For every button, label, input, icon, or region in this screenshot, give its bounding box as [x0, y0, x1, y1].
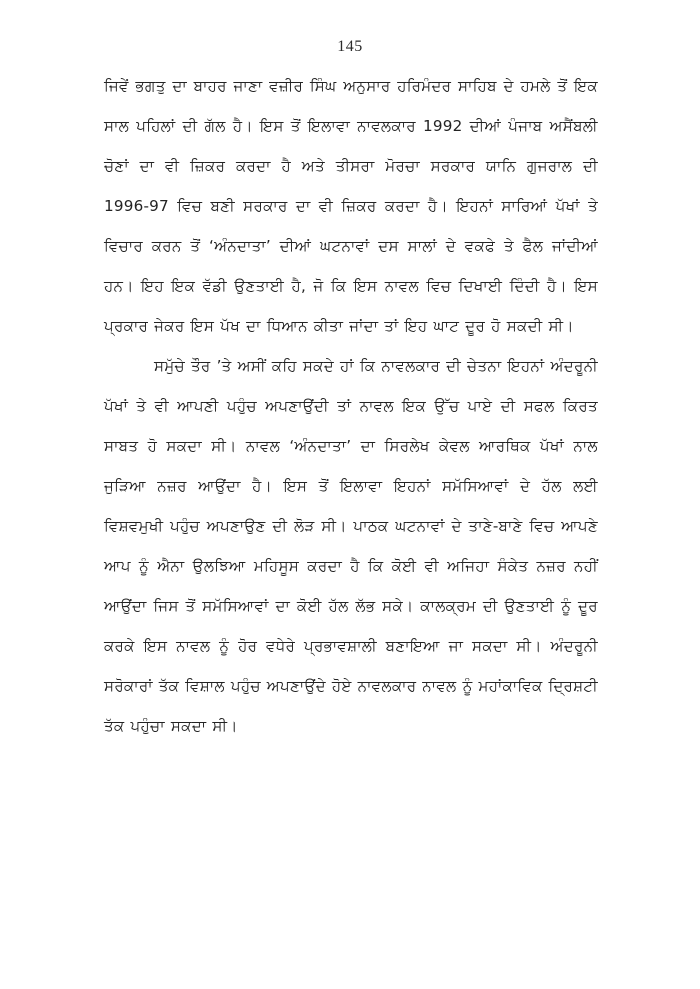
text-word: ਕਿ [367, 557, 384, 575]
text-word: ਕਰਦਾ [235, 157, 271, 175]
text-word: ਵਿਚ [177, 197, 203, 215]
text-word: ਦਾ [139, 157, 155, 175]
text-word: ਇਲਾਵਾ [307, 117, 351, 135]
text-word: ਅਨੁਸਾਰ [343, 77, 391, 95]
text-word: ਬਣੀ [210, 197, 235, 215]
text-word: ਪਾਏ [467, 397, 493, 415]
text-word: ਕਿਰਤ [562, 397, 598, 415]
text-word: ਸਕੇ। [382, 597, 414, 615]
text-word: ਨਾਵਲਕਾਰ [357, 117, 416, 135]
text-word: ਆਰਥਿਕ [478, 437, 531, 455]
text-word: ਵੀ [154, 397, 169, 415]
text-word: ਨਹੀਂ [574, 557, 598, 575]
text-word: ਆਪਣੀ [177, 397, 219, 415]
text-word: ਦਿੰਦੀ [509, 277, 540, 295]
text-line [104, 346, 598, 386]
text-word: ਕਰਦਾ [384, 197, 420, 215]
text-word: ਸਕਦਾ [166, 437, 202, 455]
text-word: ਹੈ। [252, 477, 273, 495]
text-word: ਦੇ [445, 237, 457, 255]
text-word: ਅਪਣਾਉਂਦੇ [266, 677, 326, 695]
text-word: ਸਕਦਾ [472, 637, 508, 655]
text-word: ਘਟਨਾਵਾਂ [320, 237, 370, 255]
text-line [104, 466, 598, 506]
text-word: ਜ਼ਿਕਰ [190, 157, 226, 175]
text-word: ਵਧੇਰੇ [266, 637, 296, 655]
text-word: ਨਾਵਲ [176, 637, 211, 655]
text-word: ਹੱਲ [541, 477, 562, 495]
text-word: ਦੀ [500, 397, 516, 415]
text-word: ਪ੍ਰਭਾਵਸ਼ਾਲੀ [303, 637, 377, 655]
text-word: ਤੱਕ ਪਹੁੰਚਾ ਸਕਦਾ ਸੀ। [104, 717, 238, 735]
text-line [104, 306, 598, 346]
text-word: ਇਸ [574, 277, 598, 295]
text-word: ਦਿਖਾਈ [458, 277, 503, 295]
text-word: ਨਾਵਲ [422, 677, 457, 695]
text-word: ਦੀ [583, 157, 598, 175]
text-word: ਕਾਲਕ੍ਰਮ [420, 597, 477, 615]
text-word: ਜ਼ਿਕਰ [341, 197, 377, 215]
text-word: ਹਨ। [104, 277, 134, 295]
text-word: ਅੰਦਰੂਨੀ [550, 357, 598, 375]
text-word: ਕਿ [330, 277, 347, 295]
text-word: ਸਾਰਿਆਂ [501, 197, 548, 215]
text-line [104, 666, 598, 706]
text-word: ਤੌਰ [191, 357, 211, 375]
text-word: ਤੋਂ [185, 597, 196, 615]
text-word: ਜਾਣਾ [233, 77, 263, 95]
text-word: ਅਪਣਾਉਣ [206, 517, 266, 535]
text-word: ਅਸੀਂ [237, 357, 266, 375]
text-word: ਇਕ [171, 277, 196, 295]
text-word: ਸਾਬਤ [104, 437, 139, 455]
text-line [104, 706, 598, 746]
text-word: ਕੋਈ [296, 597, 322, 615]
paragraph-1 [104, 66, 598, 346]
text-word: ਹੈ। [546, 277, 567, 295]
text-word: ਯਾਨਿ [485, 157, 517, 175]
text-word: ਕਰਨ [151, 237, 182, 255]
text-word: ਨੂੰ [462, 677, 473, 695]
text-line [104, 386, 598, 426]
text-word: ਵੱਡੀ [202, 277, 227, 295]
text-word: ਅਜਿਹਾ [447, 557, 490, 575]
text-word: ਵਕਫੇ [464, 237, 496, 255]
text-word: ਹੋਏ [331, 677, 352, 695]
text-line [104, 586, 598, 626]
text-word: ਵਿਚ [529, 517, 555, 535]
text-word: ਚੋਣਾਂ [104, 157, 129, 175]
text-word: ਨੂੰ [219, 637, 230, 655]
text-word: ਨਾਵਲਕਾਰ [381, 357, 441, 375]
text-word: ਗੱਲ [204, 117, 226, 135]
text-word: ਕਿ [359, 357, 376, 375]
text-word: ਦਾ [295, 197, 311, 215]
text-word: ਦੀ [446, 357, 461, 375]
text-word: ਹੱਲ [328, 597, 349, 615]
text-word: ਲੋੜ [293, 517, 315, 535]
text-word: ਪਹੁੰਚ [230, 677, 261, 695]
text-word: ਨਾਵਲ [359, 397, 394, 415]
text-word: ਵਿਸ਼ਵਮੁਖੀ [104, 517, 164, 535]
text-word: ਨੂੰ [561, 597, 572, 615]
text-word: ਸਕਦੇ [302, 357, 334, 375]
text-word: ਅੰਦਰੂਨੀ [550, 637, 598, 655]
text-word: ਤਾਣੇ-ਬਾਣੇ [468, 517, 523, 535]
text-word: ਦੇ [451, 517, 462, 535]
text-word: 1996-97 [104, 197, 169, 215]
text-word: ਅਤੇ [301, 157, 325, 175]
text-word: ਪੱਖਾਂ [539, 437, 565, 455]
text-word: ਸਫਲ [523, 397, 555, 415]
text-word: ਸਿੰਘ [309, 77, 337, 95]
text-word: ਨਾਵਲ [245, 437, 281, 455]
text-word: ਜਾ [448, 637, 464, 655]
text-word: ਆਉਂਦਾ [104, 597, 147, 615]
text-word: ਕਰਕੇ [104, 637, 135, 655]
text-word: ਐਨਾ [157, 557, 185, 575]
text-word: ਜੁੜਿਆ [104, 477, 146, 495]
text-word: ਪਹਿਲਾਂ [136, 117, 176, 135]
text-word: ਹਮਲੇ [520, 77, 551, 95]
text-word: ਜਾਂਦੀਆਂ [551, 237, 598, 255]
text-word: ਦੀਆਂ [469, 117, 502, 135]
text-word: 1992 [423, 117, 463, 135]
text-word: ਸੀ। [211, 437, 237, 455]
text-word: ਉਲਝਿਆ [192, 557, 246, 575]
text-word: ਅਸੈਂਬਲੀ [549, 117, 598, 135]
text-word: ਮਹਾਂਕਾਵਿਕ [478, 677, 543, 695]
text-word: ਮਹਿਸੂਸ [253, 557, 300, 575]
text-word: ਲੱਭ [355, 597, 376, 615]
text-word: ‘ਅੰਨਦਾਤਾ’ [209, 237, 271, 255]
page-text-body [104, 66, 598, 746]
text-word: ਮੋਰਚਾ [385, 157, 420, 175]
text-word: ਪਹੁੰਚ [226, 397, 257, 415]
text-word: ਵਿਚਾਰ [104, 237, 143, 255]
text-word: ਤੋਂ [190, 237, 201, 255]
text-word: ਹੈ, [291, 277, 307, 295]
text-word: ਗੁਜਰਾਲ [526, 157, 573, 175]
text-word: ਇਸ [283, 477, 308, 495]
text-word: ਸਮੁੱਚੇ [154, 357, 185, 375]
text-line [104, 506, 598, 546]
paragraph-2 [104, 346, 598, 746]
text-word: ਦਸ [378, 237, 399, 255]
text-word: ਇਸ [143, 637, 168, 655]
text-word: ਕੋਈ [391, 557, 417, 575]
text-word: ਹੈ [350, 557, 360, 575]
text-word: ਦੀ [272, 517, 288, 535]
text-word: ਇਹ [141, 277, 164, 295]
text-word: ਉਣਤਾਈ [504, 597, 555, 615]
text-line [104, 266, 598, 306]
text-word: ਹਾਂ [340, 357, 354, 375]
text-word: ਨਜ਼ਰ [536, 557, 566, 575]
text-word: ਦੀਆਂ [279, 237, 312, 255]
text-word: ਸੰਕੇਤ [497, 557, 529, 575]
text-word: ਇਸ [353, 277, 378, 295]
text-word: ਆਪਣੇ [561, 517, 598, 535]
text-word: ਤੀਸਰਾ [335, 157, 375, 175]
text-word: ਸਾਹਿਬ [458, 77, 497, 95]
text-word: ਅਪਣਾਉਂਦੀ [265, 397, 329, 415]
text-line [104, 546, 598, 586]
text-word: ਸਾਲਾਂ [407, 237, 438, 255]
text-word: ਜੋ [313, 277, 324, 295]
text-word: ਉਣਤਾਈ [234, 277, 285, 295]
text-word: ਵੀ [164, 157, 180, 175]
text-word: ਸੀ। [516, 637, 542, 655]
text-word: ਵੀ [424, 557, 439, 575]
text-word: ਤੋਂ [318, 477, 329, 495]
text-line [104, 186, 598, 226]
text-word: ਸਮੱਸਿਆਵਾਂ [442, 477, 509, 495]
text-word: ਜਿਸ [153, 597, 179, 615]
text-word: ਲਈ [573, 477, 598, 495]
text-word: ਬਾਹਰ [193, 77, 227, 95]
text-word: ਤੱਕ [158, 677, 180, 695]
text-word: ਪੱਖਾਂ [555, 197, 580, 215]
text-word: ਸਰਕਾਰ [430, 157, 476, 175]
text-word: ਹੈ। [232, 117, 253, 135]
text-word: ਸਮੱਸਿਆਵਾਂ [202, 597, 269, 615]
text-word: ਇਲਾਵਾ [340, 477, 383, 495]
text-word: ਜਿਵੇਂ [104, 77, 129, 95]
text-word: ਫੈਲ [522, 237, 544, 255]
text-word: ’ਤੇ [216, 357, 232, 375]
text-line [104, 626, 598, 666]
text-word: ਉੱਚ [434, 397, 460, 415]
text-word: ‘ਅੰਨਦਾਤਾ’ [289, 437, 352, 455]
text-word: ਦੇ [519, 477, 531, 495]
text-line [104, 426, 598, 466]
text-word: ਸਾਲ [104, 117, 130, 135]
text-word: ਦੂਰ [578, 597, 598, 615]
text-word: ਸਰੋਕਾਰਾਂ [104, 677, 153, 695]
text-word: ਤਾਂ [337, 397, 352, 415]
text-word: ਵਿਚ [426, 277, 452, 295]
text-word: ਤੋਂ [557, 77, 568, 95]
text-word: ਵਿਸ਼ਾਲ [185, 677, 225, 695]
text-word: ਨਜ਼ਰ [157, 477, 187, 495]
text-word: ਪੰਜਾਬ [508, 117, 543, 135]
text-word: ਸਿਰਲੇਖ [384, 437, 430, 455]
text-word: ਹੋਰ [238, 637, 258, 655]
text-word: ਤੋਂ [290, 117, 301, 135]
text-word: ਆਪ [104, 557, 131, 575]
text-word: ਪੱਖਾਂ [104, 397, 129, 415]
text-word: ਘਟਨਾਵਾਂ [395, 517, 445, 535]
text-word: ਇਸ [259, 117, 284, 135]
text-word: ਪ੍ਰਕਾਰ ਜੇਕਰ ਇਸ ਪੱਖ ਦਾ ਧਿਆਨ ਕੀਤਾ ਜਾਂਦਾ ਤਾਂ ਇਹ ਘਾਟ ਦੂਰ ਹੋ ਸਕਦੀ ਸੀ। [104, 317, 574, 335]
text-word: ਵਜ਼ੀਰ [269, 77, 304, 95]
text-word: ਬਣਾਇਆ [385, 637, 440, 655]
text-word: ਹੋ [147, 437, 158, 455]
text-word: ਨਾਵਲਕਾਰ [357, 677, 417, 695]
text-word: ਇਹਨਾਂ [393, 477, 431, 495]
text-line [104, 146, 598, 186]
page-number: 145 [337, 38, 363, 55]
text-word: ਇਹਨਾਂ [507, 357, 545, 375]
text-word: ਕਹਿ [271, 357, 297, 375]
text-word: ਨਾਲ [573, 437, 598, 455]
text-word: ਸਰਕਾਰ [243, 197, 288, 215]
text-word: ਵੀ [318, 197, 334, 215]
text-word: ਆਉਂਦਾ [198, 477, 241, 495]
text-word: ਤੇ [588, 197, 598, 215]
text-word: ਕਰਦਾ [307, 557, 343, 575]
text-word: ਦਾ [275, 597, 291, 615]
text-word: ਦਾ [172, 77, 187, 95]
text-line [104, 66, 598, 106]
text-word: ਪਹੁੰਚ [169, 517, 200, 535]
text-word: ਇਹਨਾਂ [456, 197, 494, 215]
text-word: ਦੇ [503, 77, 514, 95]
text-word: ਤੇ [136, 397, 147, 415]
text-word: ਦੀ [182, 117, 198, 135]
text-line [104, 226, 598, 266]
text-word: ਨਾਵਲ [384, 277, 419, 295]
text-word: ਹੈ [281, 157, 292, 175]
text-word: ਦੀ [482, 597, 498, 615]
text-word: ਤੇ [503, 237, 514, 255]
text-word: ਇਕ [402, 397, 427, 415]
text-word: ਸੀ। [321, 517, 347, 535]
text-word: ਦਾ [360, 437, 376, 455]
text-word: ਹੈ। [427, 197, 448, 215]
text-word: ਇਕ [573, 77, 598, 95]
text-word: ਕੇਵਲ [438, 437, 470, 455]
text-word: ਹਰਿਮੰਦਰ [397, 77, 452, 95]
text-word: ਚੇਤਨਾ [467, 357, 502, 375]
text-word: ਪਾਠਕ [353, 517, 389, 535]
text-line [104, 106, 598, 146]
text-word: ਦ੍ਰਿਸ਼ਟੀ [548, 677, 598, 695]
text-word: ਨੂੰ [138, 557, 149, 575]
text-word: ਭਗਤੁ [135, 77, 166, 95]
